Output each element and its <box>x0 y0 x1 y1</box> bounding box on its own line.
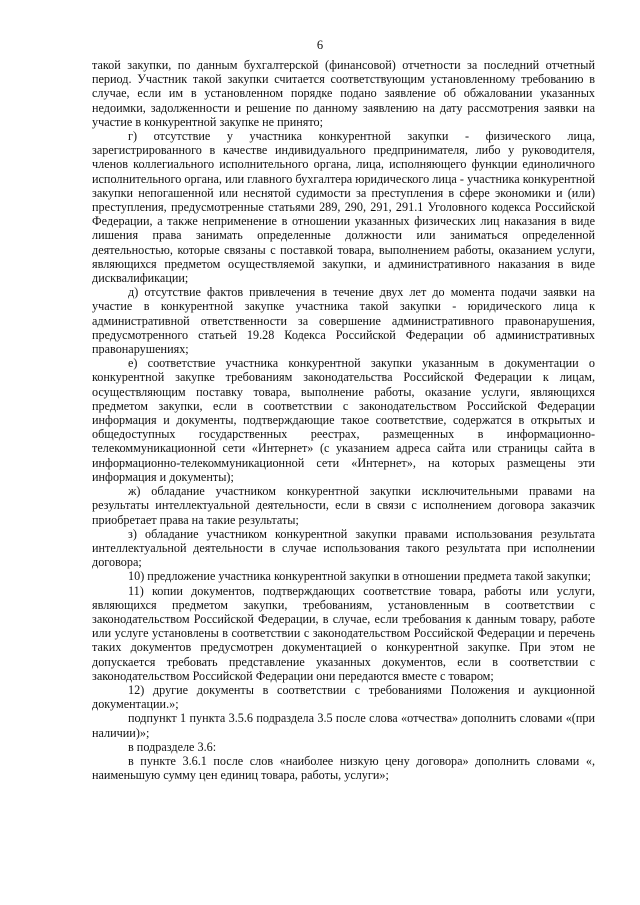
paragraph-item-10: 10) предложение участника конкурентной закупки в отношении предмета такой закупки; <box>128 569 591 584</box>
paragraph-subsection-3-6: в подразделе 3.6: <box>128 739 217 754</box>
paragraph-item-z: з) обладание участником конкурентной закупки правами использования результата интеллектуальной деятельности в случае использования такого результата при исполнении договора; <box>92 526 595 570</box>
document-body <box>92 58 595 782</box>
paragraph-item-g: г) отсутствие у участника конкурентной закупки - физического лица, зарегистрированного в качестве индивидуального предпринимателя, либо у руководителя, членов коллегиального исполнительного органа, лица, исполняющего функции единоличного исполнительного органа, или главного бухгалтера юридического лица - участника конкурентной закупки непогашенной или неснятой судимости за преступления в сфере экономики и (или) преступления, предусмотренные статьями 289, 290, 291, 291.1 Уголовного кодекса Российской Федерации, а также неприменение в отношении указанных физических лиц наказания в виде лишения права занимать определенные должности или заниматься определенной деятельностью, которые связаны с поставкой товара, выполнением работы, оказанием услуги, являющихся предметом осуществляемой закупки, и административного наказания в виде дисквалификации; <box>92 129 595 286</box>
paragraph-item-12: 12) другие документы в соответствии с требованиями Положения и аукционной документации.»; <box>92 682 595 712</box>
paragraph-amendment-3-6-1: в пункте 3.6.1 после слов «наиболее низкую цену договора» дополнить словами «, наименьшую сумму цен единиц товара, работы, услуги»; <box>92 753 595 783</box>
paragraph-item-11: 11) копии документов, подтверждающих соответствие товара, работы или услуги, являющихся предметом закупки, требованиям, установленным в соответствии с законодательством Российской Федерации, в случае, если требования к данным товару, работе или услуге установлены в соответствии с законодательством Российской Федерации и перечень таких документов предусмотрен документацией о конкурентной закупке. При этом не допускается требовать представление указанных документов, если в соответствии с законодательством Российской Федерации они передаются вместе с товаром; <box>92 583 595 683</box>
page-number: 6 <box>316 38 324 52</box>
paragraph-amendment-3-5-6: подпункт 1 пункта 3.5.6 подраздела 3.5 после слова «отчества» дополнить словами «(при наличии)»; <box>92 711 595 740</box>
paragraph-continuation: такой закупки, по данным бухгалтерской (финансовой) отчетности за последний отчетный период. Участник такой закупки считается соответствующим установленному требованию в случае, если им в установленном порядке подано заявление об обжаловании указанных недоимки, задолженности и решение по данному заявлению на дату рассмотрения заявки на участие в конкурентной закупке не принято; <box>92 58 595 129</box>
paragraph-item-e: е) соответствие участника конкурентной закупки указанным в документации о конкурентной закупке требованиям законодательства Российской Федерации к лицам, осуществляющим поставку товара, выполнение работы, оказание услуги, являющихся предметом закупки, если в соответствии с законодательством Российской Федерации информация и документы, подтверждающие такое соответствие, содержатся в открытых и общедоступных государственных реестрах, размещенных в информационно-телекоммуникационной сети «Интернет» (с указанием адреса сайта или страницы сайта в информационно-телекоммуникационной сети «Интернет», на которых размещены эти информация и документы); <box>92 356 595 484</box>
paragraph-item-zh: ж) обладание участником конкурентной закупки исключительными правами на результаты интеллектуальной деятельности, если в связи с исполнением договора заказчик приобретает права на такие результаты; <box>92 484 595 527</box>
paragraph-item-d: д) отсутствие фактов привлечения в течение двух лет до момента подачи заявки на участие в конкурентной закупке участника такой закупки - юридического лица к административной ответственности за совершение административного правонарушения, предусмотренного статьей 19.28 Кодекса Российской Федерации об административных правонарушениях; <box>92 285 595 357</box>
